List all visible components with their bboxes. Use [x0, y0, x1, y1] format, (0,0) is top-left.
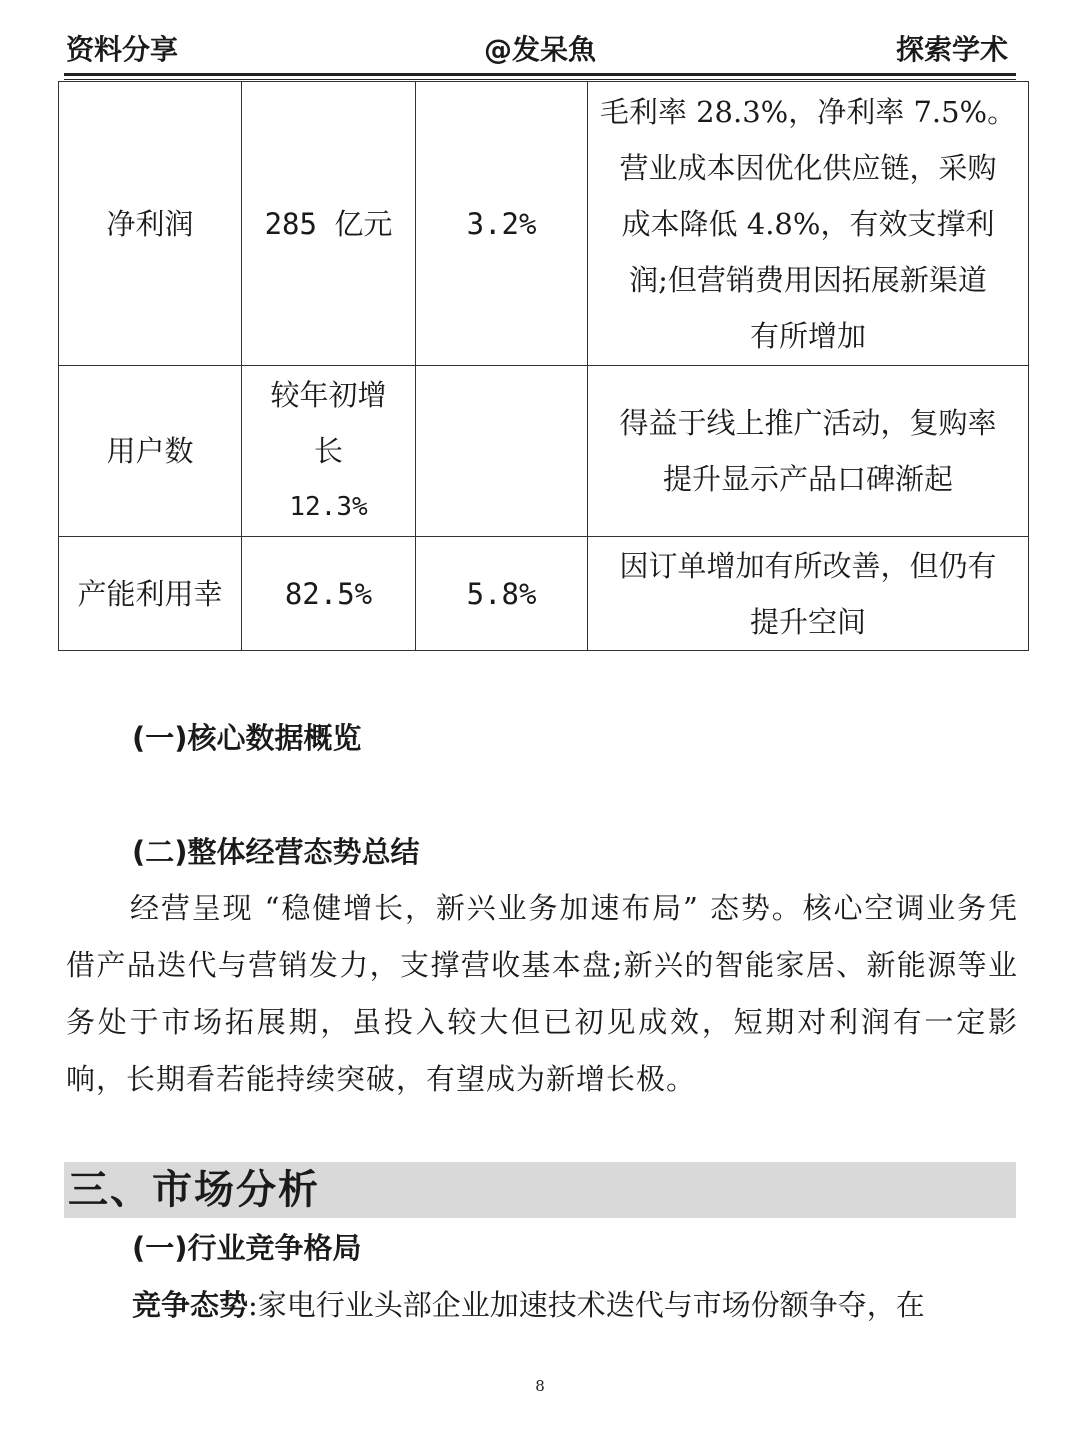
market-section-title: 三、市场分析: [68, 1167, 320, 1213]
header-left-text: 资料分享: [66, 33, 179, 66]
value-cell: [242, 366, 416, 537]
value-cell: 285 亿元: [242, 82, 416, 366]
value-line: 12.3%: [289, 492, 368, 522]
note-line: 营业成本因优化供应链，采购: [619, 150, 997, 185]
note-line: 得益于线上推广活动，复购率: [619, 406, 997, 440]
value-line: 较年初增: [270, 378, 387, 412]
metrics-table: [58, 81, 1029, 651]
competition-text: :家电行业头部企业加速技术迭代与市场份额争夺，在: [248, 1288, 925, 1322]
summary-paragraph: 经营呈现 “稳健增长，新兴业务加速布局” 态势。核心空调业务凭借产品迭代与营销发力，支撑营收基本盘;新兴的智能家居、新能源等业务处于市场拓展期，虽投入较大但已初见成效，短期对利润有一定影响，长期看若能持续突破，有望成为新增长极。: [66, 891, 1018, 1096]
competition-heading: (一)行业竞争格局: [132, 1231, 362, 1265]
header-rule-thin: [64, 79, 1016, 80]
change-cell: 5.8%: [416, 537, 588, 651]
metric-cell: 用户数: [59, 366, 242, 537]
metric-cell: 净利润: [59, 82, 242, 366]
note-cell: [588, 82, 1029, 366]
header-right-text: 探索学术: [895, 33, 1008, 66]
note-line: 成本降低 4.8%，有效支撑利: [621, 206, 995, 241]
header-rule-thick: [64, 73, 1016, 76]
note-line: 毛利率 28.3%，净利率 7.5%。: [599, 94, 1017, 129]
value-cell: 82.5%: [242, 537, 416, 651]
table-row: [59, 366, 1029, 537]
note-line: 因订单增加有所改善，但仍有: [619, 548, 997, 583]
competition-label: 竞争态势: [132, 1288, 249, 1322]
core-data-heading: (一)核心数据概览: [132, 721, 362, 755]
note-cell: [588, 366, 1029, 537]
value-line: 长: [313, 434, 343, 468]
note-line: 有所增加: [749, 318, 866, 353]
note-line: 提升空间: [749, 604, 866, 639]
note-line: 润;但营销费用因拓展新渠道: [629, 262, 987, 297]
competition-line: [132, 1283, 1032, 1327]
change-cell: [416, 366, 588, 537]
header-center-text: @发呆魚: [483, 33, 596, 66]
table-row: [59, 537, 1029, 651]
note-line: 提升显示产品口碑渐起: [662, 462, 953, 496]
summary-heading: (二)整体经营态势总结: [132, 835, 420, 869]
table-row: [59, 82, 1029, 366]
metric-cell: 产能利用幸: [59, 537, 242, 651]
note-cell: [588, 537, 1029, 651]
page-number: 8: [535, 1377, 545, 1395]
change-cell: 3.2%: [416, 82, 588, 366]
